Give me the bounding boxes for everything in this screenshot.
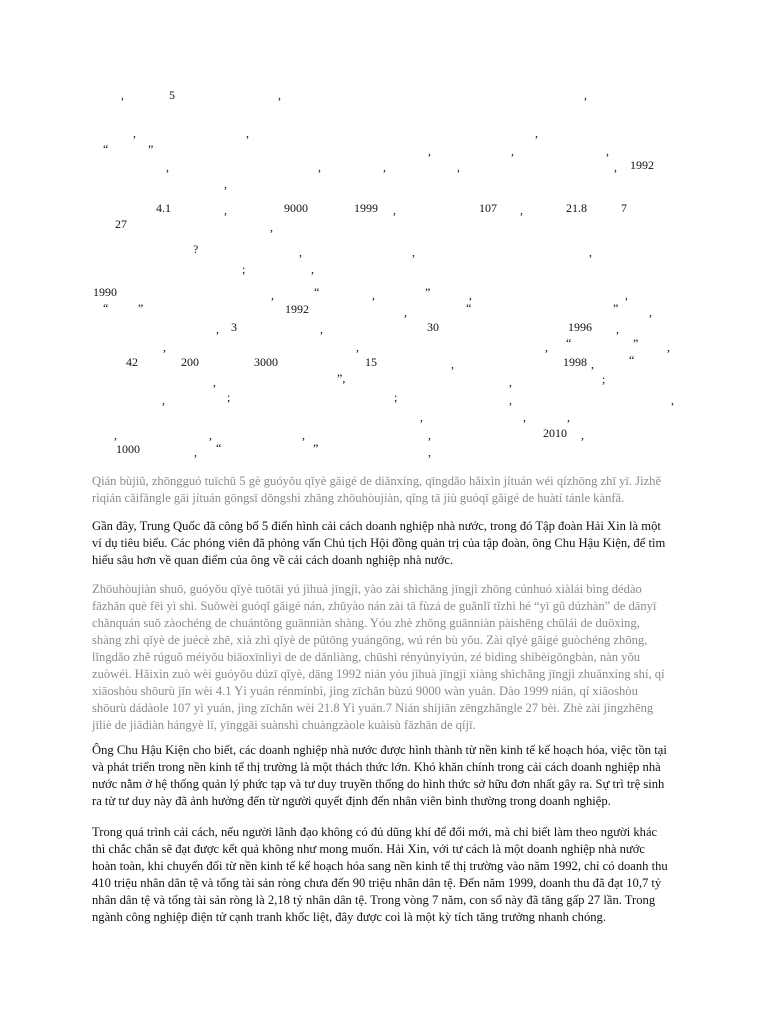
fragment: 21.8 (566, 201, 587, 215)
fragment: , (511, 144, 514, 158)
fragment: , (356, 340, 359, 354)
fragment: , (133, 126, 136, 140)
fragment: 4.1 (156, 201, 171, 215)
fragment: 30 (427, 320, 439, 334)
fragment: , (278, 88, 281, 102)
fragment: 42 (126, 355, 138, 369)
fragment: 1992 (285, 302, 309, 316)
fragment: , (667, 340, 670, 354)
fragment: ”, (337, 371, 346, 385)
fragment: ; (394, 390, 398, 404)
fragment: 7 (621, 201, 627, 215)
fragment: , (299, 245, 302, 259)
fragment: , (606, 144, 609, 158)
fragment: , (428, 445, 431, 459)
fragment: , (213, 375, 216, 389)
fragment: , (311, 262, 314, 276)
fragment: , (224, 203, 227, 217)
fragment: , (457, 160, 460, 174)
fragment: ” (313, 441, 319, 455)
fragment: “ (314, 285, 320, 299)
fragment: , (428, 428, 431, 442)
fragment: , (216, 322, 219, 336)
fragment: , (584, 88, 587, 102)
fragment: , (318, 160, 321, 174)
fragment: , (246, 126, 249, 140)
fragment: 1999 (354, 201, 378, 215)
fragment: , (616, 322, 619, 336)
fragment: , (393, 203, 396, 217)
fragment: , (649, 305, 652, 319)
paragraph-1-pinyin: Qián bùjiǔ, zhōngguó tuīchū 5 gè guóyǒu qǐyè gǎigé de diǎnxíng, qīngdǎo hǎixìn jítuán wéi qízhōng zhī yī. Jìzhě rìqián cǎifǎngle gāi jítuán gōngsī dǒngshì zhǎng zhōuhòujiàn, qǐng tā jiù guóqǐ gǎigé de huàtí tánle kànfǎ. (92, 474, 662, 505)
fragment: “ (566, 336, 572, 350)
fragment: , (625, 288, 628, 302)
fragment: 9000 (284, 201, 308, 215)
fragment: ” (425, 285, 431, 299)
fragment: , (166, 160, 169, 174)
fragment: “ (629, 353, 635, 367)
fragment: “ (103, 301, 109, 315)
fragment: , (372, 288, 375, 302)
fragment: , (509, 393, 512, 407)
fragment: , (591, 357, 594, 371)
fragment: ” (613, 301, 619, 315)
fragment: 1998 (563, 355, 587, 369)
fragment: , (420, 410, 423, 424)
fragment: , (545, 340, 548, 354)
paragraph-1-vietnamese: Gần đây, Trung Quốc đã công bố 5 điển hình cải cách doanh nghiệp nhà nước, trong đó Tập đoàn Hải Xin là một ví dụ tiêu biểu. Các phóng viên đã phỏng vấn Chủ tịch Hội đồng quản trị của tập đoàn, ông Chu Hậu Kiện, để tìm hiểu sâu hơn về quan điểm của ông về cải cách doanh nghiệp nhà nước. (92, 519, 666, 567)
fragment: 3 (231, 320, 237, 334)
fragment: , (567, 410, 570, 424)
fragment: ; (227, 390, 231, 404)
fragment: “ (103, 142, 109, 156)
fragment: , (162, 393, 165, 407)
fragment: 3000 (254, 355, 278, 369)
fragment: ” (633, 336, 639, 350)
fragment: 107 (479, 201, 497, 215)
fragment: , (320, 322, 323, 336)
fragment: 2010 (543, 426, 567, 440)
fragment: 15 (365, 355, 377, 369)
fragment: , (302, 428, 305, 442)
fragment: , (270, 220, 273, 234)
paragraph-2-pinyin: Zhōuhòujiàn shuō, guóyǒu qǐyè tuōtāi yú jìhuà jīngjì, yào zài shìchǎng jīngjì zhōng cúnhuó xiàlái bìng dédào fāzhǎn què fēi yì shì. Suǒwèi guóqǐ gǎigé nán, zhǔyào nán zài tā fùzá de guǎnlǐ tǐzhì hé “yī gǔ dúzhàn” de dānyī chǎnquán suǒ zàochéng de chuántǒng guānniàn shàng. Yóu zhè zhǒng guānniàn pàishēng chūlái de duōxìng, shàng zhì qǐyè de juécè zhě, xià zhì qǐyè de pǔtōng yuángōng, wú rén bù yǒu. Zài qǐyè gǎigé guòchéng zhōng, lǐngdǎo zhě rúguǒ méiyǒu biāoxīnlìyì de de dǎnliàng, chūshì rényúnyìyún, zé bìdìng shìbèigōngbàn, nàn yǒu zuòwéi. Hǎixìn zuò wèi guóyǒu dúzī qǐyè, dāng 1992 nián yóu jìhuà jīngjì xiàng shìchǎng jīngjì zhuǎnxíng shí, qí xiāoshòu shōurù jǐn wèi 4.1 Yì yuán rénmínbì, jìng zīchǎn bùzú 9000 wàn yuán. Dào 1999 nián, qí xiāoshòu shōurù dádàole 107 yì yuán, jìng zīchǎn wèi 21.8 Yì yuán.7 Nián shíjiān zēngzhǎngle 27 bèi. Zhè zài jìngzhēng jīliè de jiādiàn hángyè lǐ, yīnggāi suànshì chuàngzàole kuàisù fāzhǎn de qíjī. (92, 582, 665, 732)
fragment: , (509, 375, 512, 389)
fragment: 5 (169, 88, 175, 102)
fragment: , (194, 445, 197, 459)
fragment: , (535, 126, 538, 140)
fragment: , (523, 410, 526, 424)
fragment: 1992 (630, 158, 654, 172)
fragment: 1990 (93, 285, 117, 299)
fragment: , (271, 288, 274, 302)
fragment: “ (216, 441, 222, 455)
fragment: ” (148, 142, 154, 156)
fragment: ” (138, 301, 144, 315)
fragment: , (163, 340, 166, 354)
fragment: , (589, 245, 592, 259)
paragraph-2-vietnamese: Ông Chu Hậu Kiện cho biết, các doanh nghiệp nhà nước được hình thành từ nền kinh tế kế hoạch hóa, việc tồn tại và phát triển trong nền kinh tế thị trường là một thách thức lớn. Khó khăn chính trong cải cách doanh nghiệp nhà nước nằm ở hệ thống quản lý phức tạp và tư duy truyền thống do hình thức sở hữu đơn nhất gây ra. Sự trì trệ sinh ra từ tư duy này đã ảnh hưởng đến từ người quyết định đến nhân viên bình thường trong doanh nghiệp. (92, 743, 667, 808)
fragment: , (121, 88, 124, 102)
fragment: , (428, 144, 431, 158)
fragment: , (614, 160, 617, 174)
fragment: 1000 (116, 442, 140, 456)
fragment: , (114, 428, 117, 442)
fragment: , (520, 203, 523, 217)
fragment: ; (602, 372, 606, 386)
fragment: , (581, 428, 584, 442)
fragment: 1996 (568, 320, 592, 334)
fragment: , (469, 288, 472, 302)
fragment: , (224, 177, 227, 191)
fragment: , (451, 357, 454, 371)
paragraph-3-vietnamese: Trong quá trình cải cách, nếu người lãnh đạo không có đủ dũng khí để đổi mới, mà chỉ biết làm theo người khác thì chắc chắn sẽ đạt được kết quả không như mong muốn. Hải Xin, với tư cách là một doanh nghiệp nhà nước hoàn toàn, khi chuyển đổi từ nền kinh tế kế hoạch hóa sang nền kinh tế thị trường vào năm 1992, chỉ có doanh thu 410 triệu nhân dân tệ và tổng tài sản ròng chưa đến 90 triệu nhân dân tệ. Đến năm 1999, doanh thu đã đạt 10,7 tỷ nhân dân tệ và tổng tài sản ròng là 2,18 tỷ nhân dân tệ. Trong vòng 7 năm, con số này đã tăng gấp 27 lần. Trong ngành công nghiệp điện tử cạnh tranh khốc liệt, đây được coi là một kỳ tích tăng trưởng nhanh chóng. (92, 825, 668, 924)
fragment: 200 (181, 355, 199, 369)
fragment: , (209, 428, 212, 442)
fragment: “ (466, 301, 472, 315)
fragment: , (412, 245, 415, 259)
fragment: 27 (115, 217, 127, 231)
fragment: , (671, 393, 674, 407)
fragment: ? (193, 242, 199, 256)
fragment: , (404, 305, 407, 319)
fragment: , (383, 160, 386, 174)
fragment: ; (242, 262, 246, 276)
